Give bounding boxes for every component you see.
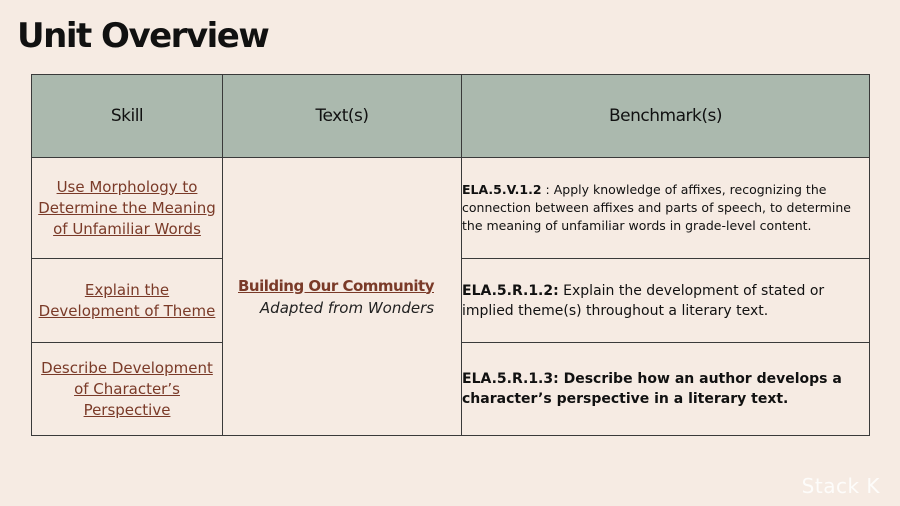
benchmark-code: ELA.5.R.1.2:	[462, 282, 559, 299]
header-benchmarks: Benchmark(s)	[462, 75, 870, 158]
header-texts: Text(s)	[223, 75, 462, 158]
watermark: Stack K	[801, 474, 880, 498]
text-subtitle: Adapted from Wonders	[259, 298, 435, 317]
benchmark-cell	[462, 158, 870, 259]
table-header-row	[32, 75, 870, 158]
unit-overview-table	[31, 74, 870, 436]
skill-cell	[32, 158, 223, 259]
skill-cell	[32, 343, 223, 436]
benchmark-text: Describe how an author develops a character’s perspective in a literary text.	[462, 371, 842, 407]
skill-cell	[32, 259, 223, 343]
benchmark-text: : Apply knowledge of affixes, recognizing the connection between affixes and parts of speech, to determine the meaning of unfamiliar words in grade-level content.	[462, 182, 851, 233]
skill-link-theme[interactable]: Explain the Development of Theme	[38, 280, 216, 320]
header-skill: Skill	[32, 75, 223, 158]
benchmark-text: Explain the development of stated or implied theme(s) throughout a literary text.	[462, 282, 825, 319]
skill-link-perspective[interactable]: Describe Development of Character’s Perspective	[41, 358, 213, 419]
texts-cell	[223, 158, 462, 436]
text-title-link[interactable]: Building Our Community	[238, 276, 434, 295]
benchmark-code: ELA.5.V.1.2	[462, 182, 542, 197]
benchmark-cell	[462, 343, 870, 436]
page-title: Unit Overview	[17, 16, 269, 56]
skill-link-morphology[interactable]: Use Morphology to Determine the Meaning of Unfamiliar Words	[38, 177, 216, 238]
benchmark-cell	[462, 259, 870, 343]
table-row	[32, 158, 870, 259]
benchmark-code: ELA.5.R.1.3:	[462, 371, 559, 387]
